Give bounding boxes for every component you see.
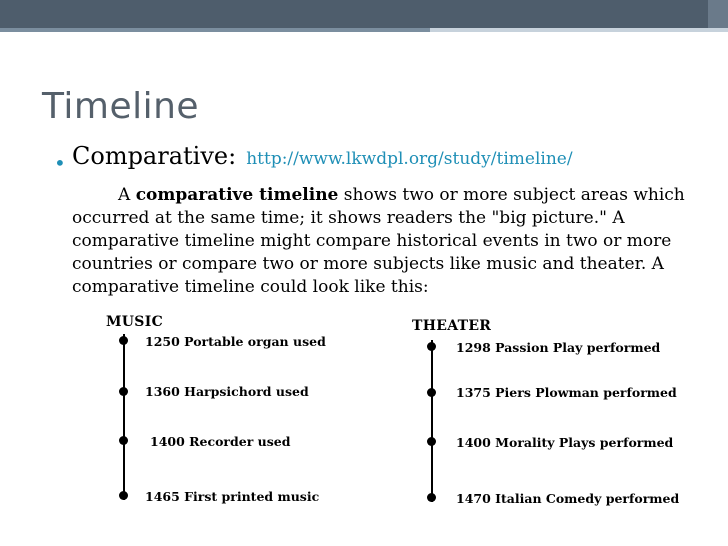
slide-title: Timeline [42,86,200,127]
theater-heading: THEATER [412,318,492,334]
music-event: 1400 Recorder used [150,434,291,449]
theater-event: 1375 Piers Plowman performed [456,385,677,400]
music-heading: MUSIC [106,314,164,330]
theater-node [427,437,436,446]
music-event: 1360 Harpsichord used [145,384,309,399]
theater-axis [431,340,433,502]
bullet-marker: • [54,151,66,175]
bullet-heading [72,142,573,170]
description-paragraph [72,184,712,299]
bullet-label: Comparative: [72,142,237,170]
theater-node [427,493,436,502]
theater-node [427,388,436,397]
header-band-accent [708,0,728,28]
music-node [119,336,128,345]
music-event: 1465 First printed music [145,489,320,504]
header-band [0,0,728,28]
music-axis [123,334,125,500]
paragraph-lead: A [118,185,136,205]
music-node [119,491,128,500]
paragraph-bold-term: comparative timeline [135,185,339,205]
music-event: 1250 Portable organ used [145,334,326,349]
header-rule [0,28,728,32]
header-rule-tab [430,28,728,32]
paragraph-body: shows two or more subject areas which occurred at the same time; it shows readers the "big picture." A comparative timeline might compare historical events in two or more countries or compare two or more subjects like music and theater. A comparative timeline could look like this: [72,185,685,297]
theater-event: 1400 Morality Plays performed [456,435,674,450]
timeline-link[interactable]: http://www.lkwdpl.org/study/timeline/ [246,149,573,169]
theater-event: 1298 Passion Play performed [456,340,661,355]
music-node [119,387,128,396]
theater-node [427,342,436,351]
music-node [119,436,128,445]
theater-event: 1470 Italian Comedy performed [456,491,680,506]
